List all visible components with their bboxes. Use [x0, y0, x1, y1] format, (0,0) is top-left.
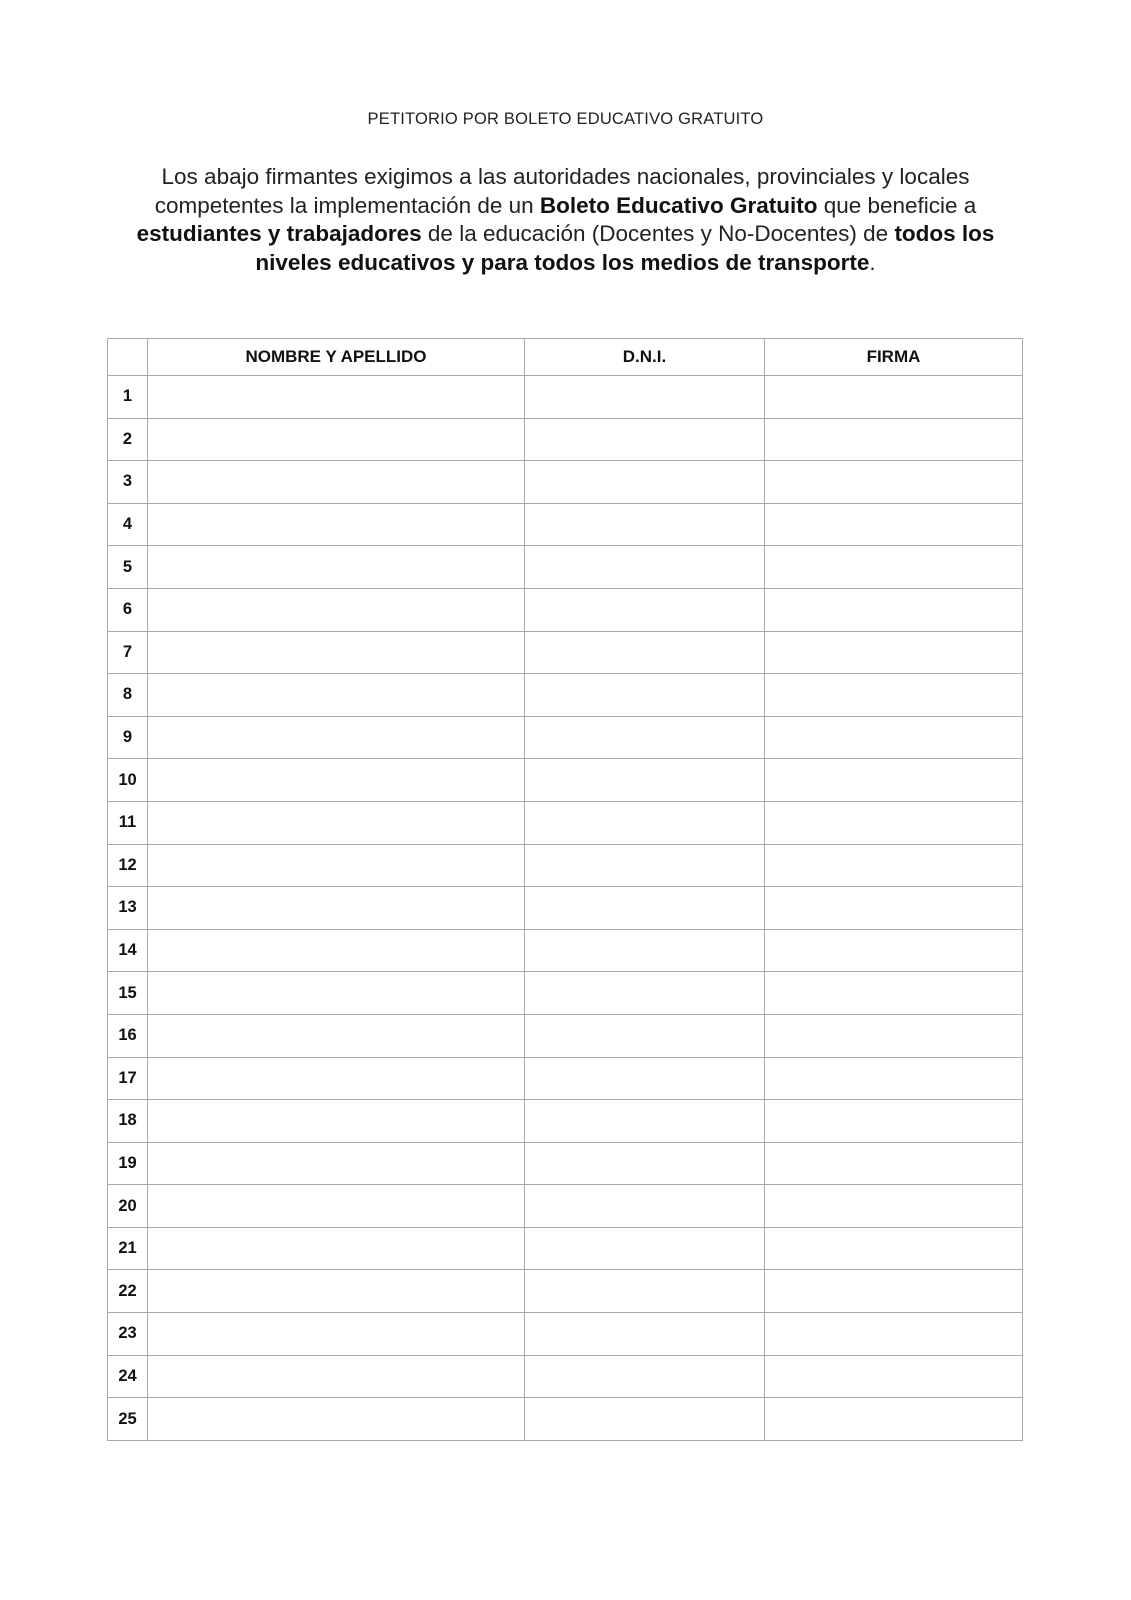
signature-cell: [765, 1100, 1023, 1143]
name-cell: [148, 887, 525, 930]
table-row: [108, 546, 1023, 589]
table-row: [108, 588, 1023, 631]
name-cell: [148, 631, 525, 674]
row-number: 9: [108, 716, 148, 759]
name-cell: [148, 1355, 525, 1398]
name-cell: [148, 716, 525, 759]
table-row: [108, 972, 1023, 1015]
row-number: 7: [108, 631, 148, 674]
table-row: [108, 418, 1023, 461]
table-row: [108, 1355, 1023, 1398]
row-number: 17: [108, 1057, 148, 1100]
dni-cell: [525, 1057, 765, 1100]
table-row: [108, 929, 1023, 972]
name-cell: [148, 1313, 525, 1356]
signature-cell: [765, 503, 1023, 546]
statement-text: .: [869, 249, 876, 275]
row-number: 1: [108, 376, 148, 419]
name-cell: [148, 588, 525, 631]
signature-cell: [765, 1057, 1023, 1100]
signature-cell: [765, 929, 1023, 972]
name-cell: [148, 1014, 525, 1057]
dni-cell: [525, 929, 765, 972]
row-number: 5: [108, 546, 148, 589]
signature-cell: [765, 418, 1023, 461]
row-number: 24: [108, 1355, 148, 1398]
dni-cell: [525, 588, 765, 631]
dni-cell: [525, 376, 765, 419]
table-header-row: [108, 339, 1023, 376]
row-number: 4: [108, 503, 148, 546]
row-number: 19: [108, 1142, 148, 1185]
signature-cell: [765, 1185, 1023, 1228]
row-number: 3: [108, 461, 148, 504]
dni-cell: [525, 1014, 765, 1057]
name-cell: [148, 1270, 525, 1313]
table-row: [108, 887, 1023, 930]
name-cell: [148, 929, 525, 972]
row-number: 21: [108, 1227, 148, 1270]
signature-cell: [765, 461, 1023, 504]
name-cell: [148, 503, 525, 546]
petition-statement: [108, 163, 1023, 277]
signature-cell: [765, 588, 1023, 631]
statement-text: Los abajo firmantes exigimos a las autoridades nacionales, provinciales y locales competentes la implementación de un: [154, 164, 970, 218]
row-number: 16: [108, 1014, 148, 1057]
name-cell: [148, 972, 525, 1015]
signature-cell: [765, 1270, 1023, 1313]
name-cell: [148, 759, 525, 802]
table-row: [108, 503, 1023, 546]
row-number: 2: [108, 418, 148, 461]
dni-cell: [525, 546, 765, 589]
dni-cell: [525, 1355, 765, 1398]
dni-cell: [525, 1185, 765, 1228]
name-cell: [148, 1227, 525, 1270]
name-cell: [148, 1057, 525, 1100]
name-cell: [148, 1185, 525, 1228]
dni-cell: [525, 461, 765, 504]
dni-cell: [525, 503, 765, 546]
signature-cell: [765, 844, 1023, 887]
signature-cell: [765, 759, 1023, 802]
dni-cell: [525, 1227, 765, 1270]
row-number: 15: [108, 972, 148, 1015]
statement-emphasis: Boleto Educativo Gratuito: [539, 192, 818, 218]
row-number: 18: [108, 1100, 148, 1143]
table-row: [108, 1185, 1023, 1228]
name-cell: [148, 418, 525, 461]
dni-cell: [525, 1398, 765, 1441]
name-cell: [148, 1398, 525, 1441]
signature-cell: [765, 674, 1023, 717]
table-row: [108, 674, 1023, 717]
table-row: [108, 1142, 1023, 1185]
row-number: 13: [108, 887, 148, 930]
row-number: 11: [108, 801, 148, 844]
row-number: 25: [108, 1398, 148, 1441]
name-cell: [148, 1100, 525, 1143]
table-row: [108, 461, 1023, 504]
row-number: 22: [108, 1270, 148, 1313]
document-title: PETITORIO POR BOLETO EDUCATIVO GRATUITO: [367, 110, 764, 128]
row-number: 6: [108, 588, 148, 631]
dni-cell: [525, 1100, 765, 1143]
statement-emphasis: todos los niveles educativos y para todos los medios de transporte: [255, 221, 995, 275]
name-cell: [148, 1142, 525, 1185]
signature-cell: [765, 546, 1023, 589]
row-number: 12: [108, 844, 148, 887]
table-row: [108, 759, 1023, 802]
table-row: [108, 1227, 1023, 1270]
header-name: NOMBRE Y APELLIDO: [148, 339, 525, 376]
row-number: 20: [108, 1185, 148, 1228]
table-row: [108, 1270, 1023, 1313]
dni-cell: [525, 418, 765, 461]
signature-cell: [765, 1313, 1023, 1356]
signature-cell: [765, 631, 1023, 674]
table-row: [108, 1313, 1023, 1356]
dni-cell: [525, 1142, 765, 1185]
row-number: 8: [108, 674, 148, 717]
dni-cell: [525, 674, 765, 717]
name-cell: [148, 674, 525, 717]
signature-table: [107, 338, 1023, 1441]
name-cell: [148, 546, 525, 589]
table-row: [108, 1057, 1023, 1100]
table-row: [108, 631, 1023, 674]
table-row: [108, 1100, 1023, 1143]
table-row: [108, 1398, 1023, 1441]
dni-cell: [525, 716, 765, 759]
dni-cell: [525, 759, 765, 802]
header-number: [108, 339, 148, 376]
dni-cell: [525, 1270, 765, 1313]
signature-cell: [765, 1355, 1023, 1398]
statement-text: de la educación (Docentes y No-Docentes) de: [421, 221, 895, 246]
signature-cell: [765, 1398, 1023, 1441]
signature-cell: [765, 1227, 1023, 1270]
name-cell: [148, 376, 525, 419]
table-row: [108, 801, 1023, 844]
table-row: [108, 716, 1023, 759]
dni-cell: [525, 801, 765, 844]
signature-cell: [765, 376, 1023, 419]
dni-cell: [525, 631, 765, 674]
statement-text: que beneficie a: [817, 192, 977, 218]
dni-cell: [525, 844, 765, 887]
row-number: 10: [108, 759, 148, 802]
header-signature: FIRMA: [765, 339, 1023, 376]
table-row: [108, 376, 1023, 419]
signature-cell: [765, 1014, 1023, 1057]
dni-cell: [525, 887, 765, 930]
signature-cell: [765, 972, 1023, 1015]
signature-cell: [765, 716, 1023, 759]
name-cell: [148, 844, 525, 887]
signature-cell: [765, 887, 1023, 930]
signature-cell: [765, 1142, 1023, 1185]
dni-cell: [525, 1313, 765, 1356]
row-number: 23: [108, 1313, 148, 1356]
name-cell: [148, 461, 525, 504]
table-row: [108, 844, 1023, 887]
signature-cell: [765, 801, 1023, 844]
name-cell: [148, 801, 525, 844]
row-number: 14: [108, 929, 148, 972]
table-row: [108, 1014, 1023, 1057]
statement-emphasis: estudiantes y trabajadores: [136, 221, 422, 246]
dni-cell: [525, 972, 765, 1015]
header-dni: D.N.I.: [525, 339, 765, 376]
